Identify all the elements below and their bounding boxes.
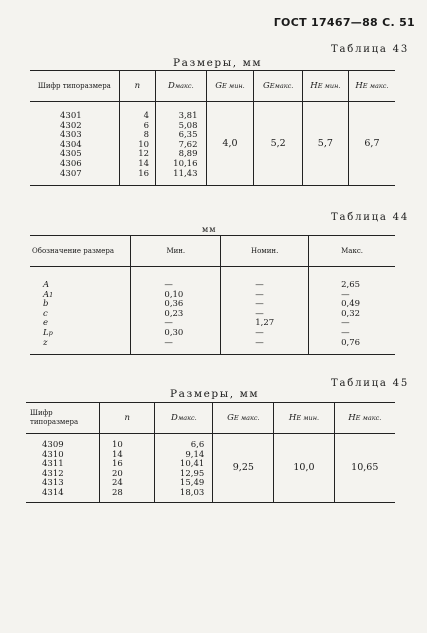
table45-label: Таблица 45 <box>331 378 409 389</box>
t44-nom-values: — — — — 1,27 — — <box>221 267 309 355</box>
t45-hemax-value: 10,65 <box>334 434 395 503</box>
t45-gemax-value: 9,25 <box>213 434 274 503</box>
t43-col-code: Шифр типоразмера <box>30 71 119 102</box>
t45-col-code: Шифр типоразмера <box>26 403 99 434</box>
t44-col-nom: Номин. <box>221 236 309 267</box>
t45-col-d: Dмакс. <box>155 403 213 434</box>
t43-gemin-value: 4,0 <box>206 102 254 186</box>
t43-codes: 4301 4302 4303 4304 4305 4306 4307 <box>60 111 82 179</box>
t45-d-values: 6,6 9,14 10,41 12,95 15,49 18,03 <box>155 434 213 503</box>
t45-col-hemin: HE мин. <box>274 403 334 434</box>
t45-codes: 4309 4310 4311 4312 4313 4314 <box>42 440 64 498</box>
t43-col-gemax: GEмакс. <box>254 71 302 102</box>
t43-col-hemax: HE макс. <box>348 71 395 102</box>
t43-hemin-value: 5,7 <box>302 102 348 186</box>
t43-col-hemin: HE мин. <box>302 71 348 102</box>
table45 <box>26 402 395 503</box>
t45-n-values: 10 14 16 20 24 28 <box>99 434 154 503</box>
t43-hemax-value: 6,7 <box>348 102 395 186</box>
t44-max-values: 2,65 — 0,49 0,32 — — 0,76 <box>309 267 395 355</box>
t44-col-designation: Обозначение размера <box>30 236 131 267</box>
table44 <box>30 235 395 355</box>
table44-label: Таблица 44 <box>331 212 409 223</box>
t44-min-values: — 0,10 0,36 0,23 — 0,30 — <box>131 267 221 355</box>
table44-caption: мм <box>202 225 217 234</box>
t43-gemax-value: 5,2 <box>254 102 302 186</box>
t44-col-min: Мин. <box>131 236 221 267</box>
t44-symbols: A A1 b c e Lp z <box>43 280 54 348</box>
t44-col-max: Макс. <box>309 236 395 267</box>
table45-caption: Размеры, мм <box>170 388 260 400</box>
t45-hemin-value: 10,0 <box>274 434 334 503</box>
t45-col-n: n <box>99 403 154 434</box>
t43-n-values: 4 6 8 10 12 14 16 <box>119 102 155 186</box>
t43-d-values: 3,81 5,08 6,35 7,62 8,89 10,16 11,43 <box>156 102 206 186</box>
table43-caption: Размеры, мм <box>173 57 263 69</box>
table43-label: Таблица 43 <box>331 44 409 55</box>
t45-col-hemax: HE макс. <box>334 403 395 434</box>
table43 <box>30 70 395 186</box>
t45-col-gemax: GE макс. <box>213 403 274 434</box>
page-header: ГОСТ 17467—88 С. 51 <box>273 16 415 29</box>
t43-col-gemin: GE мин. <box>206 71 254 102</box>
t43-col-d: Dмакс. <box>156 71 206 102</box>
t43-col-n: n <box>119 71 155 102</box>
